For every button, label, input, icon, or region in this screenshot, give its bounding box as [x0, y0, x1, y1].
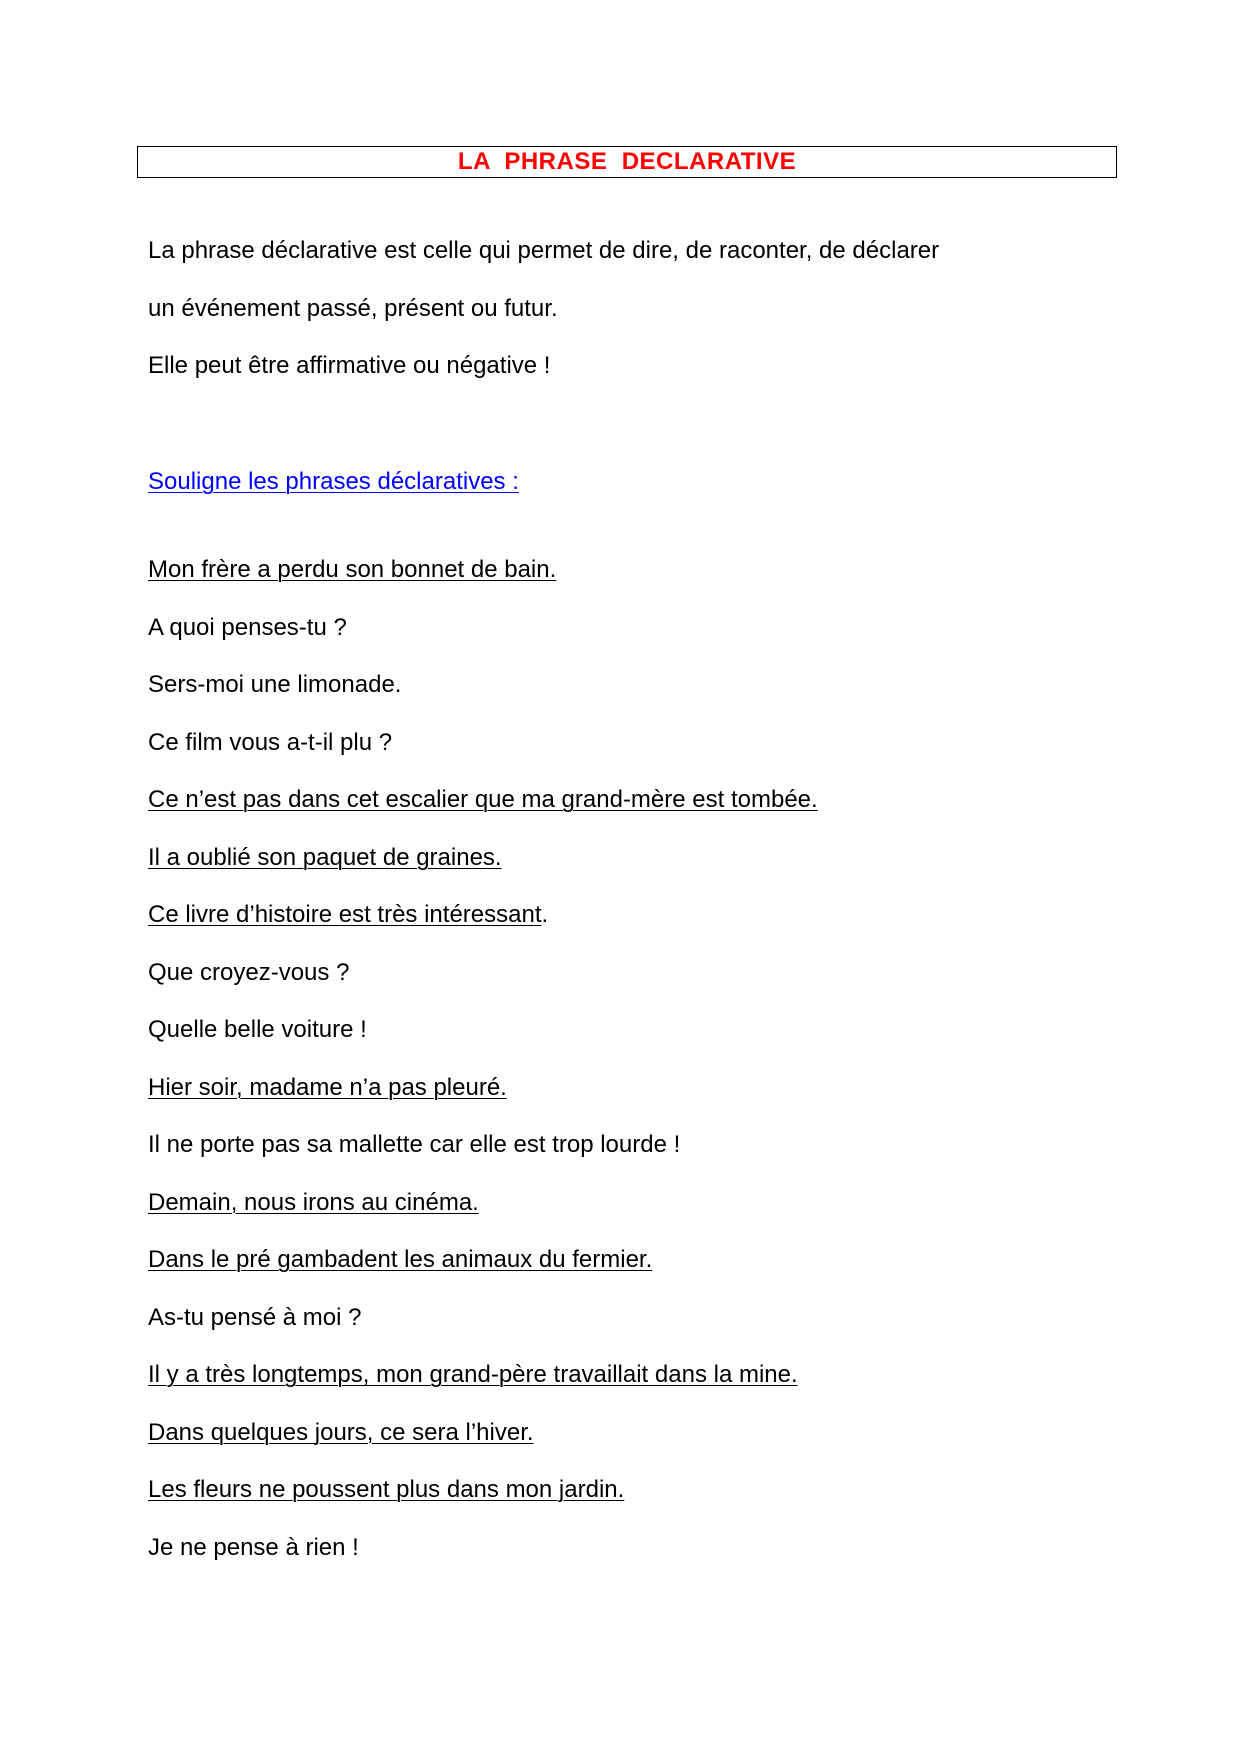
sentence-rest: A quoi penses-tu ?: [148, 613, 347, 641]
underlined-sentence: Dans quelques jours, ce sera l’hiver.: [148, 1418, 534, 1446]
sentence-rest: Sers-moi une limonade.: [148, 671, 402, 698]
sentence-item: [148, 1013, 1148, 1071]
sentence-item: [148, 898, 1148, 956]
sentence-rest: Que croyez-vous ?: [148, 958, 350, 986]
sentence-item: [148, 1243, 1148, 1301]
underlined-sentence: Il y a très longtemps, mon grand-père travaillait dans la mine.: [148, 1361, 798, 1388]
sentence-item: [148, 1301, 1148, 1359]
sentence-rest: Il ne porte pas sa mallette car elle est trop lourde !: [148, 1131, 681, 1158]
sentence-rest: Ce film vous a-t-il plu ?: [148, 728, 393, 756]
sentence-item: [148, 668, 1148, 726]
intro-paragraph: [148, 234, 1148, 407]
intro-line: Elle peut être affirmative ou négative !: [148, 352, 551, 379]
sentence-item: [148, 1416, 1148, 1474]
sentence-item: [148, 1071, 1148, 1129]
underlined-sentence: Demain, nous irons au cinéma.: [148, 1188, 479, 1216]
sentence-item: [148, 1531, 1148, 1589]
underlined-sentence: Ce livre d’histoire est très intéressant: [148, 901, 542, 928]
underlined-sentence: Les fleurs ne poussent plus dans mon jardin.: [148, 1476, 625, 1503]
sentence-list: [148, 553, 1148, 1588]
exercise-instruction: Souligne les phrases déclaratives :: [148, 468, 519, 495]
underlined-sentence: Hier soir, madame n’a pas pleuré.: [148, 1073, 507, 1101]
underlined-sentence: Il a oublié son paquet de graines.: [148, 843, 502, 871]
sentence-item: [148, 1186, 1148, 1244]
sentence-item: [148, 1473, 1148, 1531]
sentence-rest: .: [541, 901, 549, 928]
sentence-item: [148, 1358, 1148, 1416]
sentence-rest: Je ne pense à rien !: [148, 1533, 359, 1561]
title-box: [137, 146, 1117, 178]
sentence-rest: Quelle belle voiture !: [148, 1016, 367, 1043]
sentence-item: [148, 553, 1148, 611]
sentence-rest: As-tu pensé à moi ?: [148, 1303, 362, 1331]
sentence-item: [148, 726, 1148, 784]
underlined-sentence: Dans le pré gambadent les animaux du fermier.: [148, 1246, 653, 1273]
underlined-sentence: Mon frère a perdu son bonnet de bain.: [148, 556, 557, 583]
sentence-item: [148, 783, 1148, 841]
sentence-item: [148, 611, 1148, 669]
underlined-sentence: Ce n’est pas dans cet escalier que ma grand-mère est tombée.: [148, 786, 818, 813]
sentence-item: [148, 956, 1148, 1014]
page-title: LA PHRASE DECLARATIVE: [457, 148, 797, 175]
sentence-item: [148, 1128, 1148, 1186]
intro-line: La phrase déclarative est celle qui permet de dire, de raconter, de déclarer: [148, 237, 940, 264]
sentence-item: [148, 841, 1148, 899]
intro-line: un événement passé, présent ou futur.: [148, 294, 558, 322]
